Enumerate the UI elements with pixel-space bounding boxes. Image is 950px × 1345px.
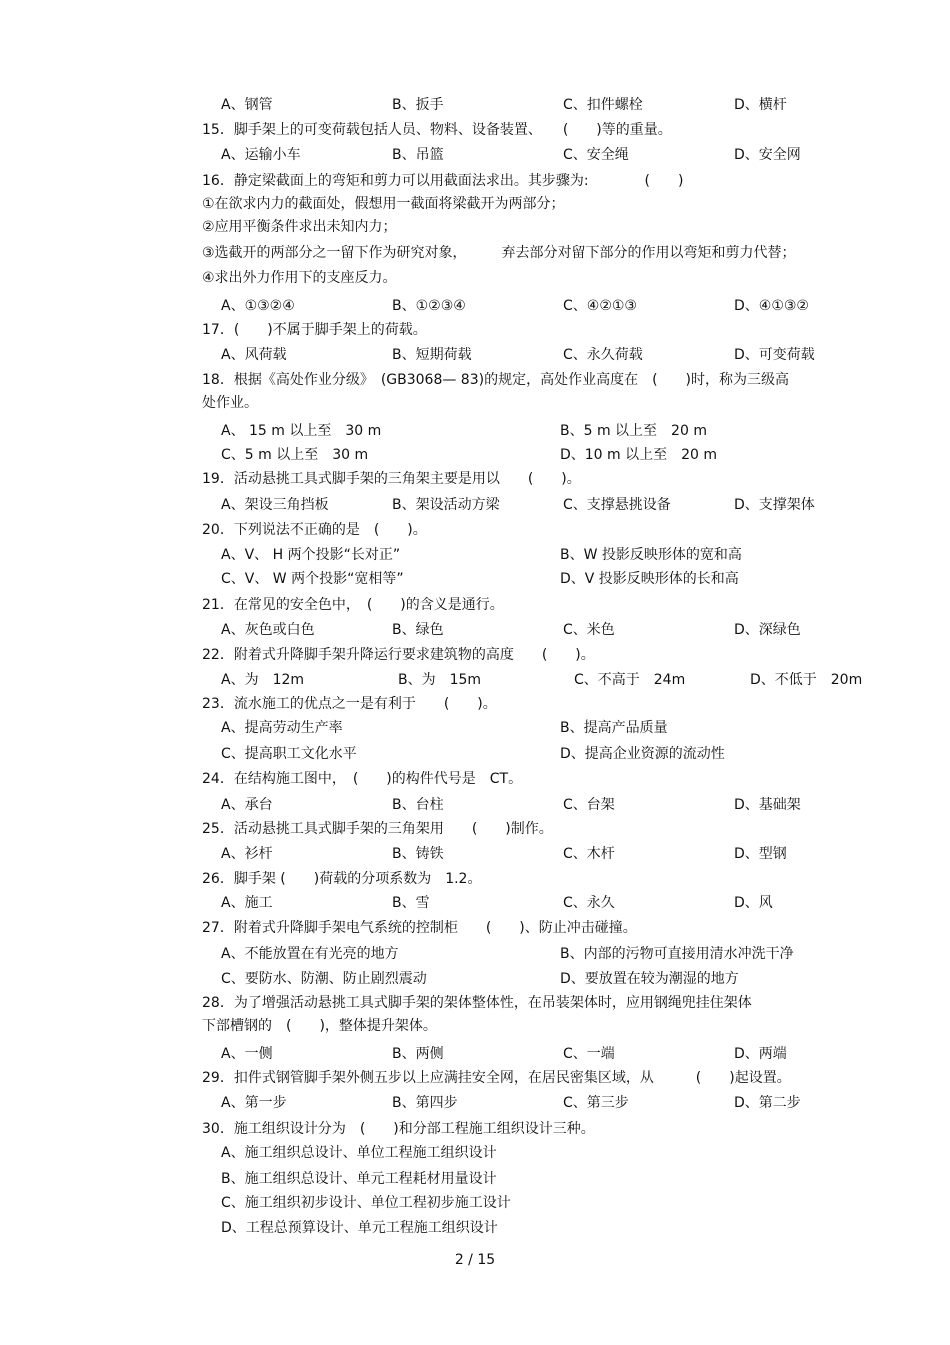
q22-stem: 22．附着式升降脚手架升降运行要求建筑物的高度 ( )。: [202, 647, 595, 663]
q28-option-d: D、两端: [734, 1046, 787, 1062]
q29-option-b: B、第四步: [392, 1095, 458, 1111]
q24-option-a: A、承台: [221, 797, 273, 813]
q16-option-c: C、④②①③: [563, 298, 637, 314]
q15-option-c: C、安全绳: [563, 147, 629, 163]
q27-option-a: A、不能放置在有光亮的地方: [221, 946, 399, 962]
q16-option-d: D、④①③②: [734, 298, 809, 314]
q19-option-b: B、架设活动方梁: [392, 497, 500, 513]
q27-stem: 27．附着式升降脚手架电气系统的控制柜 ( )、防止冲击碰撞。: [202, 920, 637, 936]
q26-option-b: B、雪: [392, 895, 430, 911]
q18-stem-cont: 处作业。: [202, 395, 258, 411]
q20-option-b: B、W 投影反映形体的宽和高: [560, 547, 742, 563]
q25-option-c: C、木杆: [563, 846, 615, 862]
q30-option-d: D、工程总预算设计、单元工程施工组织设计: [221, 1220, 498, 1236]
q22-option-a: A、为 12m: [221, 672, 305, 688]
q25-option-b: B、铸铁: [392, 846, 444, 862]
q23-option-d: D、提高企业资源的流动性: [560, 746, 725, 762]
q28-stem-cont: 下部槽钢的 ( )，整体提升架体。: [202, 1018, 437, 1034]
q18-option-a: A、 15 m 以上至 30 m: [221, 423, 382, 439]
q17-option-a: A、风荷载: [221, 347, 287, 363]
q30-option-a: A、施工组织总设计、单位工程施工组织设计: [221, 1145, 497, 1161]
q18-option-b: B、5 m 以上至 20 m: [560, 423, 707, 439]
q21-option-a: A、灰色或白色: [221, 622, 315, 638]
page-number: 2 / 15: [454, 1252, 496, 1268]
q16-step-3: ③选截开的两部分之一留下作为研究对象， 弃去部分对留下部分的作用以弯矩和剪力代替；: [202, 245, 796, 261]
q28-option-c: C、一端: [563, 1046, 615, 1062]
q19-option-c: C、支撑悬挑设备: [563, 497, 671, 513]
q18-option-d: D、10 m 以上至 20 m: [560, 447, 718, 463]
q23-option-a: A、提高劳动生产率: [221, 720, 343, 736]
q23-stem: 23．流水施工的优点之一是有利于 ( )。: [202, 696, 497, 712]
q29-option-d: D、第二步: [734, 1095, 801, 1111]
q26-stem: 26．脚手架 ( )荷载的分项系数为 1.2。: [202, 871, 482, 887]
q16-option-b: B、①②③④: [392, 298, 466, 314]
q16-option-a: A、①③②④: [221, 298, 295, 314]
q20-option-c: C、V、 W 两个投影“宽相等”: [221, 571, 404, 587]
q30-stem: 30．施工组织设计分为 ( )和分部工程施工组织设计三种。: [202, 1121, 595, 1137]
q22-option-b: B、为 15m: [398, 672, 482, 688]
q29-option-c: C、第三步: [563, 1095, 629, 1111]
q25-option-a: A、衫杆: [221, 846, 273, 862]
q19-stem: 19．活动悬挑工具式脚手架的三角架主要是用以 ( )。: [202, 471, 581, 487]
q16-step-4: ④求出外力作用下的支座反力。: [202, 270, 397, 286]
q20-stem: 20．下列说法不正确的是 ( )。: [202, 522, 427, 538]
q18-option-c: C、5 m 以上至 30 m: [221, 447, 369, 463]
q25-option-d: D、型钢: [734, 846, 787, 862]
q19-option-a: A、架设三角挡板: [221, 497, 329, 513]
q24-option-b: B、台柱: [392, 797, 444, 813]
q20-option-a: A、V、 H 两个投影“长对正”: [221, 547, 401, 563]
q23-option-c: C、提高职工文化水平: [221, 746, 357, 762]
q14-option-a: A、钢管: [221, 97, 273, 113]
q22-option-d: D、不低于 20m: [750, 672, 863, 688]
q24-option-d: D、基础架: [734, 797, 801, 813]
q28-option-b: B、两侧: [392, 1046, 444, 1062]
q14-option-b: B、扳手: [392, 97, 444, 113]
q26-option-a: A、施工: [221, 895, 273, 911]
q15-option-a: A、运输小车: [221, 147, 301, 163]
q15-option-b: B、吊篮: [392, 147, 444, 163]
q30-option-c: C、施工组织初步设计、单位工程初步施工设计: [221, 1195, 511, 1211]
q27-option-c: C、要防水、防潮、防止剧烈震动: [221, 971, 427, 987]
q21-stem: 21．在常见的安全色中， ( )的含义是通行。: [202, 597, 504, 613]
q28-option-a: A、一侧: [221, 1046, 273, 1062]
q15-option-d: D、安全网: [734, 147, 801, 163]
q21-option-d: D、深绿色: [734, 622, 801, 638]
q17-option-c: C、永久荷载: [563, 347, 643, 363]
q17-option-d: D、可变荷载: [734, 347, 815, 363]
q16-stem: 16．静定梁截面上的弯矩和剪力可以用截面法求出。其步骤为: ( ): [202, 173, 684, 189]
q18-stem: 18．根据《高处作业分级》 (GB3068— 83)的规定，高处作业高度在 ( )时，称为三级高: [202, 372, 790, 388]
q17-stem: 17．( )不属于脚手架上的荷载。: [202, 322, 427, 338]
q19-option-d: D、支撑架体: [734, 497, 815, 513]
q16-step-1: ①在欲求内力的截面处，假想用一截面将梁截开为两部分；: [202, 196, 565, 212]
q25-stem: 25．活动悬挑工具式脚手架的三角架用 ( )制作。: [202, 821, 553, 837]
q16-step-2: ②应用平衡条件求出未知内力；: [202, 219, 397, 235]
q14-option-c: C、扣件螺栓: [563, 97, 643, 113]
q29-option-a: A、第一步: [221, 1095, 287, 1111]
q22-option-c: C、不高于 24m: [574, 672, 686, 688]
q29-stem: 29．扣件式钢管脚手架外侧五步以上应满挂安全网，在居民密集区域，从 ( )起设置。: [202, 1070, 791, 1086]
q30-option-b: B、施工组织总设计、单元工程耗材用量设计: [221, 1171, 497, 1187]
q27-option-d: D、要放置在较为潮湿的地方: [560, 971, 739, 987]
q24-option-c: C、台架: [563, 797, 615, 813]
q23-option-b: B、提高产品质量: [560, 720, 668, 736]
q26-option-d: D、风: [734, 895, 773, 911]
q28-stem: 28．为了增强活动悬挑工具式脚手架的架体整体性，在吊装架体时，应用钢绳兜挂住架体: [202, 995, 752, 1011]
q20-option-d: D、V 投影反映形体的长和高: [560, 571, 739, 587]
q21-option-c: C、米色: [563, 622, 615, 638]
q21-option-b: B、绿色: [392, 622, 444, 638]
q24-stem: 24．在结构施工图中， ( )的构件代号是 CT。: [202, 771, 523, 787]
q14-option-d: D、横杆: [734, 97, 787, 113]
q17-option-b: B、短期荷载: [392, 347, 472, 363]
q27-option-b: B、内部的污物可直接用清水冲洗干净: [560, 946, 794, 962]
q15-stem: 15．脚手架上的可变荷载包括人员、物料、设备装置、 ( )等的重量。: [202, 122, 672, 138]
q26-option-c: C、永久: [563, 895, 615, 911]
